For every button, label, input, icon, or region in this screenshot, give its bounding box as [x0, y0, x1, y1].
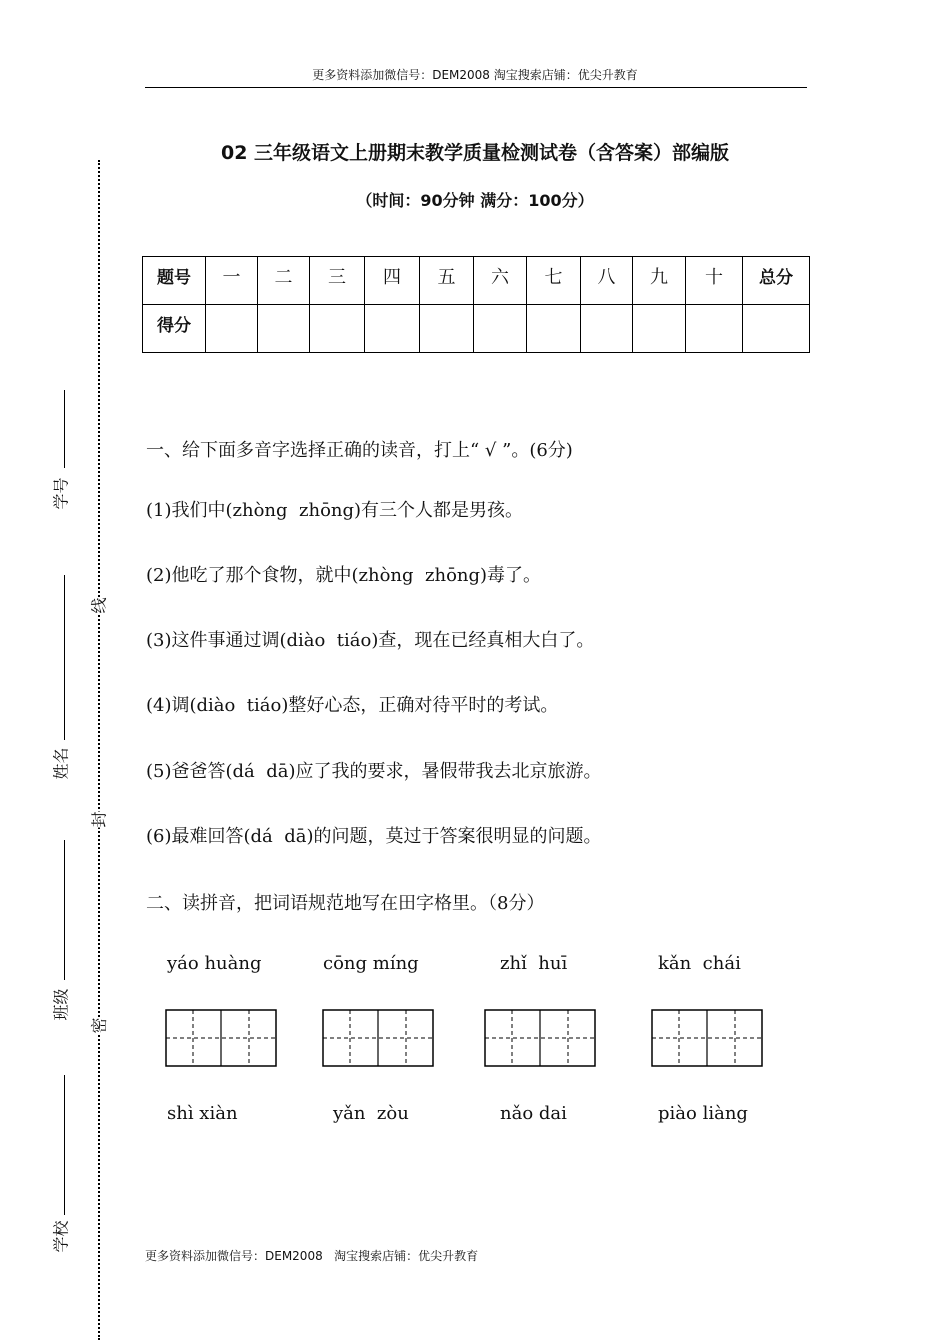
question-item: (6)最难回答(dá dā)的问题，莫过于答案很明显的问题。: [146, 826, 602, 847]
section2-heading: 二、读拼音，把词语规范地写在田字格里。（8分）: [146, 893, 545, 914]
table-cell: 二: [258, 257, 310, 305]
pinyin-label: piào liàng: [658, 1103, 748, 1124]
seal-char: 密: [87, 1017, 110, 1033]
table-cell: 四: [365, 257, 420, 305]
page-header: 更多资料添加微信号：DEM2008 淘宝搜索店铺：优尖升教育: [312, 68, 638, 82]
class-label: 班级: [51, 988, 71, 1021]
table-cell: 得分: [143, 305, 206, 353]
table-cell: 七: [527, 257, 581, 305]
table-cell: 九: [633, 257, 686, 305]
score-cell[interactable]: [743, 305, 810, 353]
score-cell[interactable]: [633, 305, 686, 353]
pinyin-label: nǎo dai: [500, 1103, 567, 1124]
table-cell: 三: [310, 257, 365, 305]
question-item: (3)这件事通过调(diào tiáo)查，现在已经真相大白了。: [146, 630, 595, 651]
pinyin-label: shì xiàn: [167, 1103, 238, 1124]
seal-dotted-line: [98, 160, 100, 1340]
score-cell[interactable]: [581, 305, 633, 353]
tianzige-grid[interactable]: [651, 1009, 764, 1067]
school-label: 学校: [51, 1220, 71, 1253]
table-cell: 八: [581, 257, 633, 305]
table-cell: 五: [420, 257, 474, 305]
table-cell: 十: [686, 257, 743, 305]
seal-char: 封: [87, 811, 110, 827]
score-table: [142, 256, 810, 353]
tianzige-grid[interactable]: [322, 1009, 435, 1067]
score-cell[interactable]: [686, 305, 743, 353]
pinyin-label: kǎn chái: [658, 953, 741, 974]
name-line[interactable]: [64, 575, 65, 740]
section1-heading: 一、给下面多音字选择正确的读音，打上“ √ ”。(6分): [146, 440, 573, 461]
question-item: (4)调(diào tiáo)整好心态，正确对待平时的考试。: [146, 695, 559, 716]
name-label: 姓名: [51, 747, 71, 780]
score-cell[interactable]: [527, 305, 581, 353]
school-line[interactable]: [64, 1075, 65, 1215]
table-cell: 一: [206, 257, 258, 305]
score-cell[interactable]: [258, 305, 310, 353]
score-cell[interactable]: [420, 305, 474, 353]
question-item: (1)我们中(zhòng zhōng)有三个人都是男孩。: [146, 500, 524, 521]
score-cell[interactable]: [206, 305, 258, 353]
pinyin-label: cōng míng: [323, 953, 419, 974]
score-table-score-row: [143, 305, 810, 353]
exam-title: 02 三年级语文上册期末教学质量检测试卷（含答案）部编版: [220, 142, 730, 164]
tianzige-grid[interactable]: [484, 1009, 597, 1067]
table-cell: 题号: [143, 257, 206, 305]
header-rule: [145, 87, 807, 88]
pinyin-label: yǎn zòu: [333, 1103, 409, 1124]
table-cell: 六: [474, 257, 527, 305]
tianzige-grid[interactable]: [165, 1009, 278, 1067]
pinyin-label: yáo huàng: [167, 953, 262, 974]
seal-char: 线: [87, 597, 110, 613]
question-item: (2)他吃了那个食物，就中(zhòng zhōng)毒了。: [146, 565, 542, 586]
student-id-label: 学号: [51, 477, 71, 510]
score-table-header-row: [143, 257, 810, 305]
pinyin-label: zhǐ huī: [500, 953, 568, 974]
exam-subtitle: （时间：90分钟 满分：100分）: [356, 191, 594, 210]
score-cell[interactable]: [365, 305, 420, 353]
table-cell: 总分: [743, 257, 810, 305]
student-id-line[interactable]: [64, 390, 65, 468]
class-line[interactable]: [64, 840, 65, 980]
score-cell[interactable]: [310, 305, 365, 353]
page-footer: 更多资料添加微信号：DEM2008 淘宝搜索店铺：优尖升教育: [145, 1249, 479, 1263]
question-item: (5)爸爸答(dá dā)应了我的要求，暑假带我去北京旅游。: [146, 761, 602, 782]
score-cell[interactable]: [474, 305, 527, 353]
